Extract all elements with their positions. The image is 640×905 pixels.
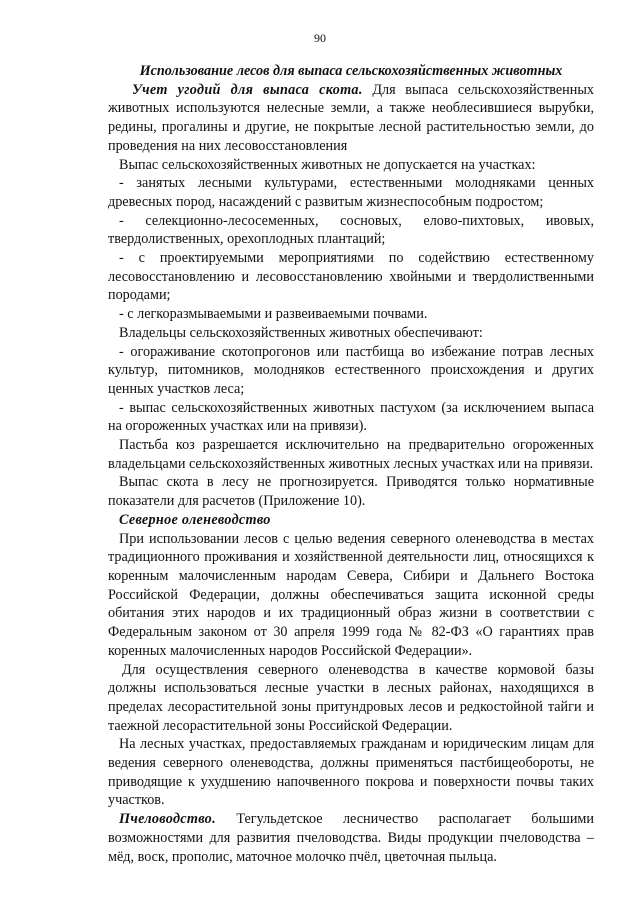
paragraph-goats: Пастьба коз разрешается исключительно на предварительно огороженных владельцами сельскохозяйственных животных лесных участках или на привязи. (108, 437, 594, 472)
paragraph-beekeeping (108, 810, 594, 866)
paragraph-owners: Владельцы сельскохозяйственных животных обеспечивают: (119, 324, 483, 341)
list-item: - с проектируемыми мероприятиями по содействию естественному лесовосстановлению и лесовосстановлению хвойными и твердолиственными породами; (108, 250, 594, 304)
list-item: - огораживание скотопрогонов или пастбища во избежание потрав лесных культур, питомников, молодняков естественного происхождения и других ценных участков леса; (108, 343, 594, 397)
section-title-grazing: Использование лесов для выпаса сельскохозяйственных животных (139, 63, 563, 79)
paragraph-text: Тегульдетское лесничество располагает большими возможностями для развития пчеловодства. Виды продукции пчеловодства – мёд, воск, прополис, маточное молочко пчёл, цветочная пыльца. (108, 811, 594, 865)
paragraph-reindeer-plots: На лесных участках, предоставляемых гражданам и юридическим лицам для ведения северного оленеводства, должны применяться пастбищеобороты, не приводящие к ухудшению напочвенного покрова и поверхности почвы таких участков. (108, 736, 594, 809)
list-item: - с легкоразмываемыми и развеиваемыми почвами. (119, 306, 428, 323)
paragraph-lead: Пчеловодство. (119, 811, 216, 828)
list-item: - занятых лесными культурами, естественными молодняками ценных древесных пород, насаждений с развитым жизнеспособным подростом; (108, 175, 594, 210)
paragraph-restrictions: Выпас сельскохозяйственных животных не допускается на участках: (119, 156, 536, 173)
page-number: 90 (314, 31, 326, 45)
list-item: - селекционно-лесосеменных, сосновых, елово-пихтовых, ивовых, твердолиственных, орехоплодных плантаций; (108, 212, 594, 248)
paragraph-reindeer-base: Для осуществления северного оленеводства в качестве кормовой базы должны использоваться лесные участки в лесных районах, находящихся в пределах лесорастительной зоны притундровых лесов и редкостойной тайги и таежной лесорастительной зоны Российской Федерации. (108, 661, 594, 734)
page-content (108, 62, 594, 866)
paragraph-text: Для выпаса сельскохозяйственных животных используются нелесные земли, а также необлесившиеся вырубки, редины, прогалины и другие, не покрытые лесной растительностью земли, до проведения на них лесовосстановления (108, 81, 594, 154)
section-title-reindeer: Северное оленеводство (119, 511, 271, 528)
paragraph-lead: Учет угодий для выпаса скота. (132, 81, 363, 98)
paragraph-grazing-lands (108, 81, 594, 156)
list-item: - выпас сельскохозяйственных животных пастухом (за исключением выпаса на огороженных участках или на привязи). (108, 399, 594, 435)
paragraph-forecast: Выпас скота в лесу не прогнозируется. Приводятся только нормативные показатели для расчетов (Приложение 10). (108, 474, 594, 510)
paragraph-reindeer-law: При использовании лесов с целью ведения северного оленеводства в местах традиционного проживания и хозяйственной деятельности лиц, относящихся к коренным малочисленным народам Севера, Сибири и Дальнего Востока Российской Федерации, должны обеспечиваться защита исконной среды обитания этих народов и их традиционный образ жизни в соответствии с Федеральным законом от 30 апреля 1999 года № 82-ФЗ «О гарантиях прав коренных малочисленных народов Российской Федерации». (108, 530, 594, 659)
